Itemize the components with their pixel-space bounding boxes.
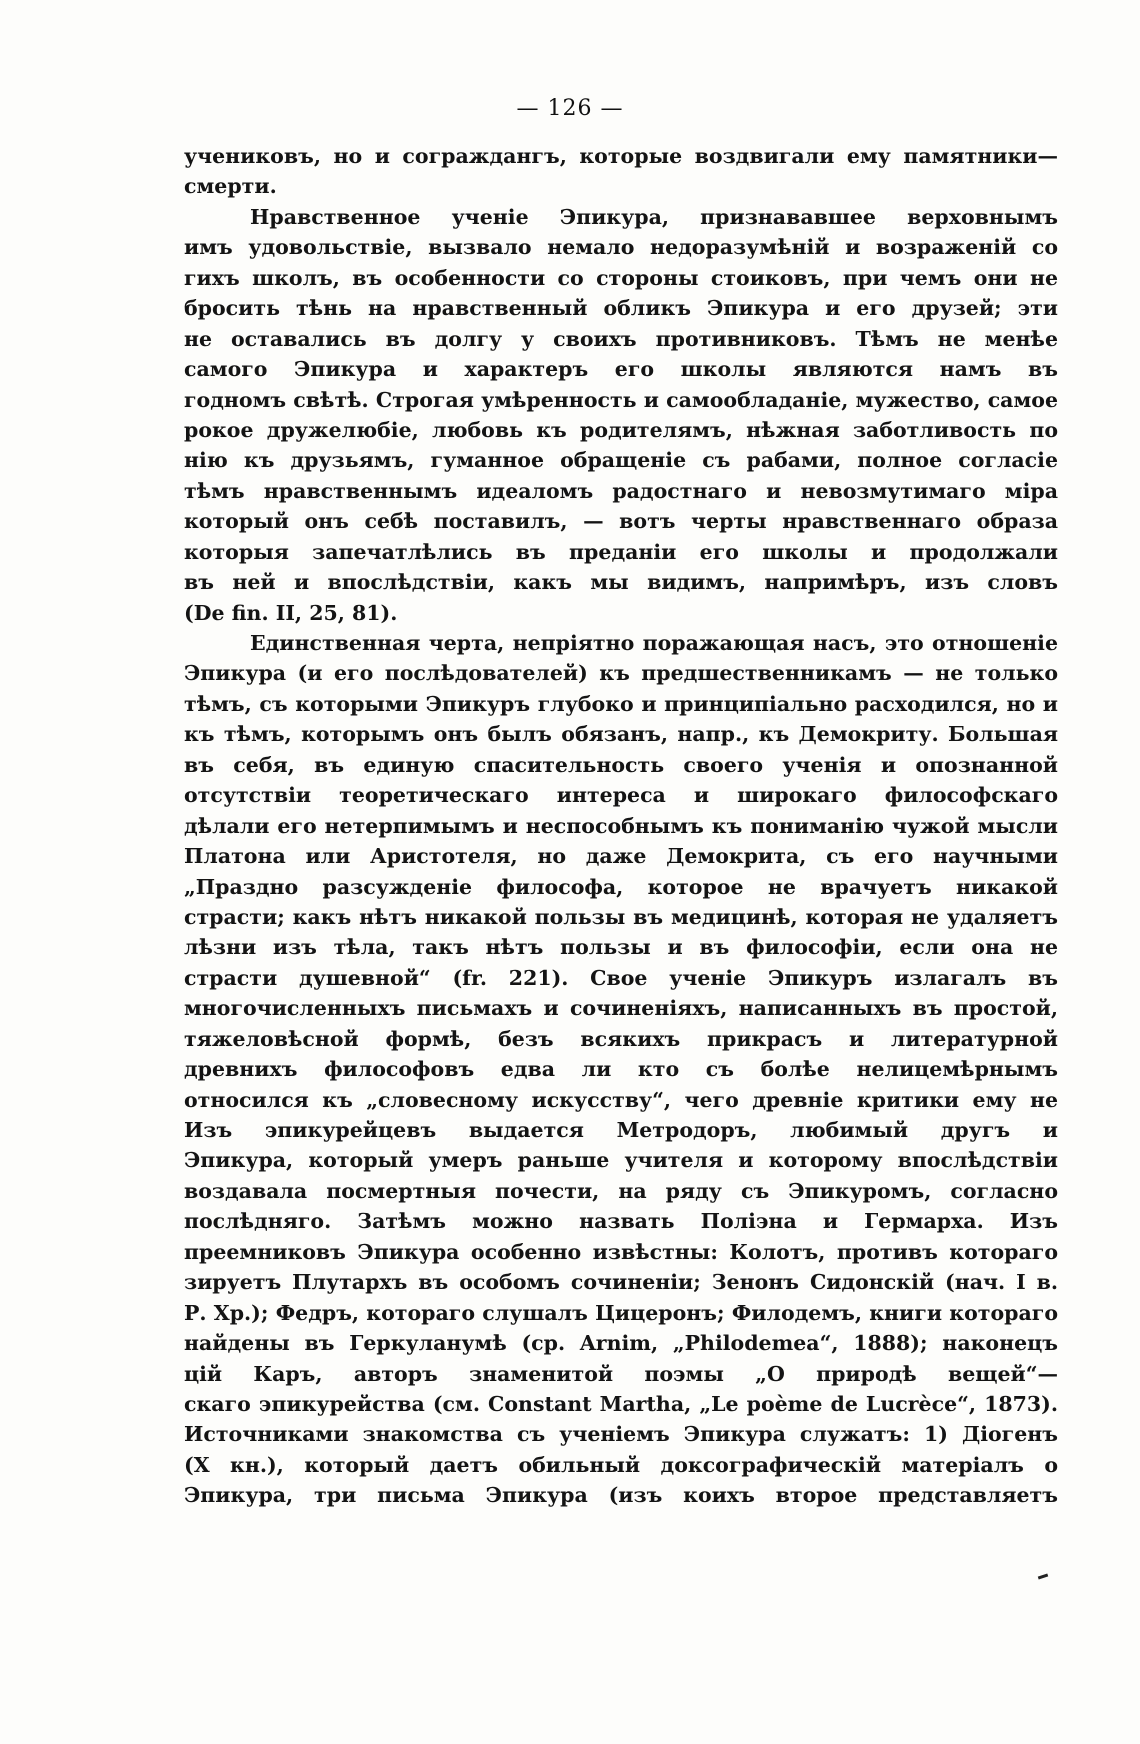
text-line: относился къ „словесному искусству“, чего древніе критики ему не — [184, 1087, 1058, 1112]
text-line: нію къ друзьямъ, гуманное обращеніе съ рабами, полное согласіе — [184, 448, 1058, 473]
text-line: которыя запечатлѣлись въ преданіи его школы и продолжали — [184, 539, 1058, 564]
text-line: тѣмъ нравственнымъ идеаломъ радостнаго и невозмутимаго міра — [184, 478, 1058, 503]
text-line: въ себя, въ единую спасительность своего ученія и опознанной — [184, 752, 1058, 777]
text-line: послѣдняго. Затѣмъ можно назвать Поліэна и Гермарха. Изъ — [184, 1209, 1058, 1234]
text-line: тѣмъ, съ которыми Эпикуръ глубоко и принципіально расходился, но и — [184, 691, 1058, 716]
text-line: который онъ себѣ поставилъ, — вотъ черты нравственнаго образа — [184, 509, 1058, 534]
text-line: Эпикура, три письма Эпикура (изъ коихъ второе представляетъ — [184, 1483, 1058, 1508]
body-text — [184, 141, 1058, 1511]
text-line: годномъ свѣтѣ. Строгая умѣренность и самообладаніе, мужество, самое — [184, 387, 1058, 412]
text-line: самого Эпикура и характеръ его школы являются намъ въ — [184, 357, 1058, 382]
text-line: (De fin. II, 25, 81). — [184, 600, 398, 625]
stray-ink-mark — [1038, 1574, 1048, 1580]
text-line: Эпикура (и его послѣдователей) къ предшественникамъ — не только — [184, 661, 1058, 686]
text-line: древнихъ философовъ едва ли кто съ болѣе нелицемѣрнымъ — [184, 1057, 1058, 1082]
text-line: Изъ эпикурейцевъ выдается Метродоръ, любимый другъ и — [184, 1118, 1058, 1142]
text-line: смерти. — [184, 174, 277, 199]
text-line: дѣлали его нетерпимымъ и неспособнымъ къ пониманію чужой мысли — [184, 813, 1058, 838]
text-line: Р. Хр.); Федръ, котораго слушалъ Цицеронъ; Филодемъ, книги котораго — [184, 1300, 1058, 1325]
text-line: скаго эпикурейства (см. Constant Martha, „Le poème de Lucrèce“, 1873). — [184, 1391, 1058, 1416]
text-line: страсти душевной“ (fr. 221). Свое ученіе Эпикуръ излагалъ въ — [184, 965, 1058, 990]
text-line: лѣзни изъ тѣла, такъ нѣтъ пользы и въ философіи, если она не — [184, 935, 1058, 960]
text-line: многочисленныхъ письмахъ и сочиненіяхъ, написанныхъ въ простой, — [184, 996, 1058, 1021]
text-line: рокое дружелюбіе, любовь къ родителямъ, нѣжная заботливость по — [184, 417, 1058, 442]
text-line: къ тѣмъ, которымъ онъ былъ обязанъ, напр., къ Демокриту. Большая — [184, 722, 1058, 747]
text-line: въ ней и впослѣдствіи, какъ мы видимъ, напримѣръ, изъ словъ — [184, 570, 1058, 595]
text-line: зируетъ Плутархъ въ особомъ сочиненіи; Зенонъ Сидонскій (нач. I в. — [184, 1270, 1058, 1295]
text-line: Единственная черта, непріятно поражающая насъ, это отношеніе — [250, 631, 1058, 655]
text-line: учениковъ, но и сограждангъ, которые воздвигали ему памятники— — [184, 144, 1058, 168]
text-line: гихъ школъ, въ особенности со стороны стоиковъ, при чемъ они не — [184, 265, 1058, 290]
text-line: найдены въ Геркуланумѣ (ср. Arnim, „Philodemea“, 1888); наконецъ — [184, 1331, 1058, 1356]
text-line: тяжеловѣсной формѣ, безъ всякихъ прикрасъ и литературной — [184, 1026, 1058, 1051]
text-line: цій Каръ, авторъ знаменитой поэмы „О природѣ вещей“— — [184, 1361, 1058, 1386]
text-line: „Праздно разсужденіе философа, которое не врачуетъ никакой — [184, 874, 1058, 899]
text-line: преемниковъ Эпикура особенно извѣстны: Колотъ, противъ котораго — [184, 1239, 1058, 1264]
text-line: Платона или Аристотеля, но даже Демокрита, съ его научными — [184, 844, 1058, 869]
page-number: — 126 — — [516, 96, 624, 121]
text-line: имъ удовольствіе, вызвало немало недоразумѣній и возраженій со — [184, 235, 1058, 260]
text-line: не оставались въ долгу у своихъ противниковъ. Тѣмъ не менѣе — [184, 326, 1058, 351]
text-line: Эпикура, который умеръ раньше учителя и которому впослѣдствіи — [184, 1148, 1058, 1173]
text-line: страсти; какъ нѣтъ никакой пользы въ медицинѣ, которая не удаляетъ — [184, 904, 1058, 929]
text-line: воздавала посмертныя почести, на ряду съ Эпикуромъ, согласно — [184, 1178, 1058, 1203]
text-line: Нравственное ученіе Эпикура, признававшее верховнымъ — [250, 204, 1058, 229]
text-line: бросить тѣнь на нравственный обликъ Эпикура и его друзей; эти — [184, 296, 1058, 321]
text-line: отсутствіи теоретическаго интереса и широкаго философскаго — [184, 783, 1058, 808]
text-line: Источниками знакомства съ ученіемъ Эпикура служатъ: 1) Діогенъ — [184, 1422, 1058, 1447]
text-line: (X кн.), который даетъ обильный доксографическій матеріалъ о — [184, 1452, 1058, 1477]
